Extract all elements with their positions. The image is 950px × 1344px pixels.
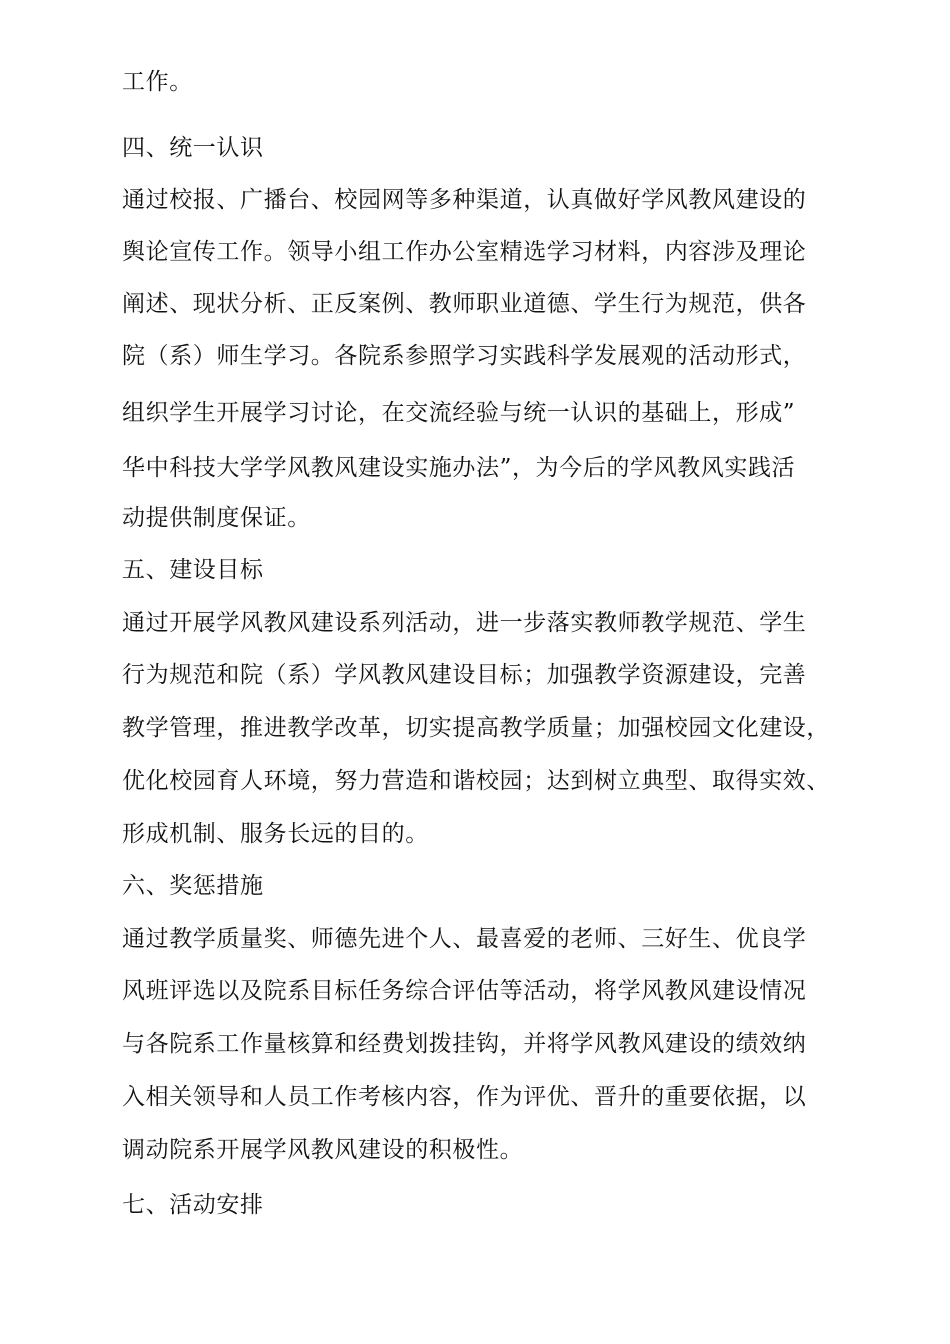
paragraph-line: 调动院系开展学风教风建设的积极性。: [122, 1137, 524, 1163]
paragraph-line: 动提供制度保证。: [122, 505, 311, 531]
paragraph-line: 通过校报、广播台、校园网等多种渠道，认真做好学风教风建设的: [122, 187, 807, 213]
paragraph-line: 华中科技大学学风教风建设实施办法”，为今后的学风教风实践活: [122, 455, 796, 481]
paragraph-line: 舆论宣传工作。领导小组工作办公室精选学习材料，内容涉及理论: [122, 239, 807, 265]
paragraph-line: 入相关领导和人员工作考核内容，作为评优、晋升的重要依据，以: [122, 1084, 807, 1110]
section-heading-7: 七、活动安排: [122, 1192, 264, 1218]
paragraph-line: 院（系）师生学习。各院系参照学习实践科学发展观的活动形式，: [122, 343, 807, 369]
paragraph-line: 形成机制、服务长远的目的。: [122, 821, 429, 847]
paragraph-line: 优化校园育人环境，努力营造和谐校园；达到树立典型、取得实效、: [122, 768, 830, 794]
section-heading-4: 四、统一认识: [122, 135, 264, 161]
paragraph-line: 组织学生开展学习讨论，在交流经验与统一认识的基础上，形成”: [122, 400, 796, 426]
paragraph-line: 阐述、现状分析、正反案例、教师职业道德、学生行为规范，供各: [122, 291, 807, 317]
paragraph-line: 通过教学质量奖、师德先进个人、最喜爱的老师、三好生、优良学: [122, 926, 807, 952]
paragraph-line: 风班评选以及院系目标任务综合评估等活动，将学风教风建设情况: [122, 978, 807, 1004]
section-heading-5: 五、建设目标: [122, 557, 264, 583]
section-heading-6: 六、奖惩措施: [122, 873, 264, 899]
text-line-continuation: 工作。: [122, 69, 193, 95]
paragraph-line: 教学管理，推进教学改革，切实提高教学质量；加强校园文化建设，: [122, 715, 830, 741]
paragraph-line: 行为规范和院（系）学风教风建设目标；加强教学资源建设，完善: [122, 662, 807, 688]
paragraph-line: 与各院系工作量核算和经费划拨挂钩，并将学风教风建设的绩效纳: [122, 1031, 807, 1057]
paragraph-line: 通过开展学风教风建设系列活动，进一步落实教师教学规范、学生: [122, 610, 807, 636]
